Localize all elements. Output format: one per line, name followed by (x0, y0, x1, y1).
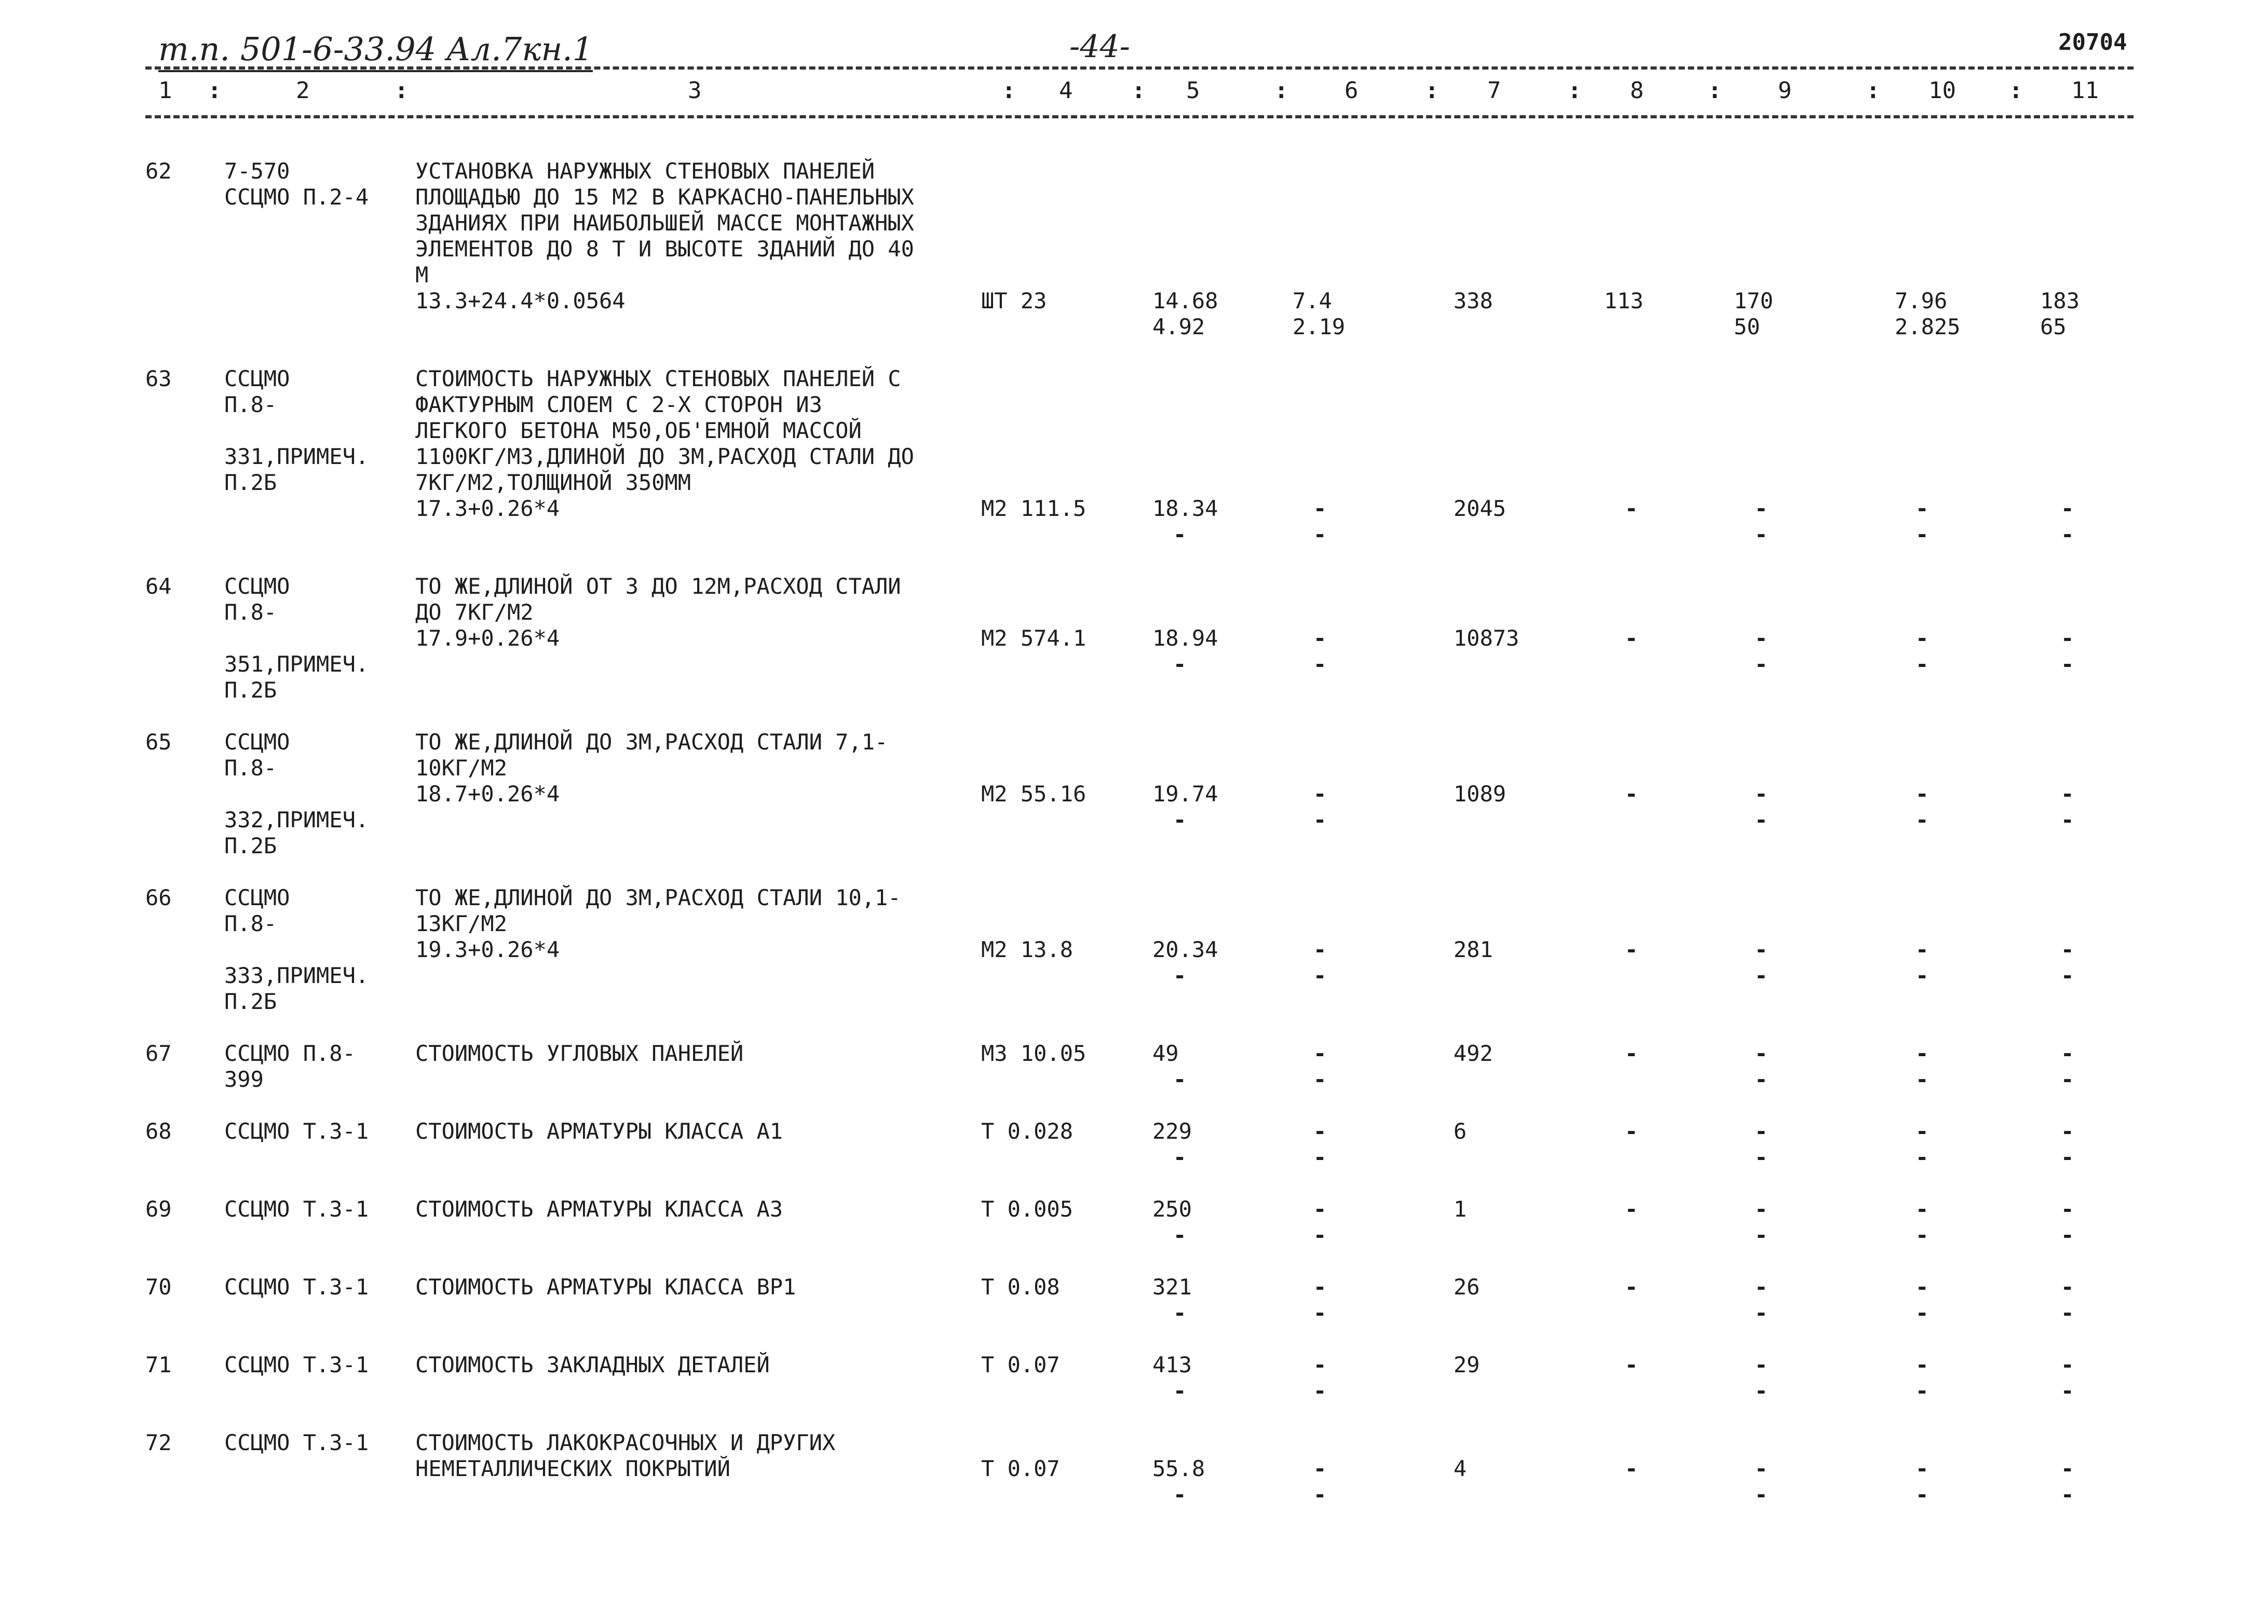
cost-value-col-5: - (1173, 1067, 1187, 1092)
cost-value-col-11: - (2061, 807, 2074, 833)
unit-and-quantity: М2 111.5 (981, 496, 1087, 521)
cost-value-col-10: - (1916, 522, 1929, 547)
cost-value-col-8: - (1625, 937, 1638, 962)
cost-value-col-8: - (1625, 1274, 1638, 1300)
cost-value-col-11: - (2061, 1378, 2074, 1403)
cost-value-col-9: - (1755, 781, 1768, 807)
cost-value-col-7: 1089 (1454, 781, 1506, 807)
cost-value-col-9: - (1755, 1300, 1768, 1326)
column-separator: : (1866, 77, 1880, 104)
cost-value-col-10: - (1916, 1378, 1929, 1403)
work-description: СТОИМОСТЬ НАРУЖНЫХ СТЕНОВЫХ ПАНЕЛЕЙ С (415, 366, 901, 391)
cost-value-col-5: 4.92 (1152, 314, 1205, 339)
cost-value-col-6: - (1313, 1196, 1327, 1222)
norm-reference: ССЦМО Т.3-1 (224, 1430, 369, 1455)
cost-value-col-5: 413 (1152, 1352, 1192, 1377)
unit-and-quantity: Т 0.028 (981, 1118, 1074, 1144)
norm-reference: ССЦМО Т.3-1 (224, 1118, 369, 1144)
norm-reference: ССЦМО (224, 574, 290, 599)
unit-and-quantity: ШТ 23 (981, 288, 1047, 313)
cost-value-col-8: - (1625, 1456, 1638, 1481)
cost-value-col-5: - (1173, 807, 1187, 833)
cost-value-col-7: 338 (1454, 288, 1493, 313)
cost-value-col-5: - (1173, 1300, 1187, 1326)
cost-value-col-10: - (1916, 937, 1929, 962)
cost-value-col-11: - (2061, 1067, 2074, 1092)
cost-value-col-9: - (1755, 1041, 1768, 1066)
cost-value-col-11: - (2061, 1274, 2074, 1300)
quantity-formula: 18.7+0.26*4 (415, 781, 560, 807)
cost-value-col-10: - (1916, 1067, 1929, 1092)
cost-value-col-6: - (1313, 1118, 1327, 1144)
work-description: ТО ЖЕ,ДЛИНОЙ ДО 3М,РАСХОД СТАЛИ 7,1- (415, 729, 888, 755)
cost-value-col-9: - (1755, 1482, 1768, 1507)
cost-value-col-11: - (2061, 1118, 2074, 1144)
cost-value-col-6: - (1313, 1067, 1327, 1092)
column-separator: : (1425, 77, 1439, 104)
cost-value-col-10: - (1916, 496, 1929, 521)
cost-value-col-8: - (1625, 1352, 1638, 1377)
cost-value-col-5: 18.34 (1152, 496, 1218, 521)
unit-and-quantity: М2 13.8 (981, 937, 1074, 962)
work-description: НЕМЕТАЛЛИЧЕСКИХ ПОКРЫТИЙ (415, 1456, 730, 1481)
norm-reference: П.8- (224, 755, 277, 781)
work-description: СТОИМОСТЬ АРМАТУРЫ КЛАССА А1 (415, 1118, 783, 1144)
cost-value-col-10: - (1916, 1300, 1929, 1326)
cost-value-col-10: - (1916, 963, 1929, 988)
cost-value-col-10: - (1916, 651, 1929, 677)
cost-value-col-5: 18.94 (1152, 625, 1218, 651)
cost-value-col-5: - (1173, 1482, 1187, 1507)
column-separator: : (208, 77, 222, 104)
cost-value-col-11: - (2061, 937, 2074, 962)
column-separator: : (1132, 77, 1146, 104)
column-separator: : (2009, 77, 2023, 104)
work-description: ФАКТУРНЫМ СЛОЕМ С 2-Х СТОРОН ИЗ (415, 392, 822, 417)
work-description: ЗДАНИЯХ ПРИ НАИБОЛЬШЕЙ МАССЕ МОНТАЖНЫХ (415, 210, 914, 236)
cost-value-col-11: - (2061, 1041, 2074, 1066)
cost-value-col-7: 2045 (1454, 496, 1506, 521)
quantity-formula: 13.3+24.4*0.0564 (415, 288, 626, 313)
cost-value-col-5: 19.74 (1152, 781, 1218, 807)
cost-value-col-10: 7.96 (1895, 288, 1948, 313)
work-description: ЛЕГКОГО БЕТОНА М50,ОБ'ЕМНОЙ МАССОЙ (415, 418, 862, 443)
cost-value-col-5: 49 (1152, 1041, 1179, 1066)
cost-value-col-5: - (1173, 963, 1187, 988)
norm-reference: 351,ПРИМЕЧ. (224, 651, 369, 677)
header-rule-top (145, 66, 2134, 70)
column-separator: : (1568, 77, 1582, 104)
cost-value-col-10: - (1916, 1222, 1929, 1248)
cost-value-col-9: 170 (1734, 288, 1773, 313)
cost-value-col-9: - (1755, 807, 1768, 833)
cost-value-col-10: - (1916, 807, 1929, 833)
work-description: 13КГ/М2 (415, 911, 508, 936)
cost-value-col-8: 113 (1604, 288, 1644, 313)
cost-value-col-6: - (1313, 963, 1327, 988)
work-description: 1100КГ/М3,ДЛИНОЙ ДО 3М,РАСХОД СТАЛИ ДО (415, 444, 914, 469)
cost-value-col-11: - (2061, 625, 2074, 651)
sheet-code: 20704 (2058, 29, 2127, 56)
row-number: 65 (145, 729, 172, 755)
cost-value-col-11: 65 (2040, 314, 2067, 339)
norm-reference: ССЦМО (224, 366, 290, 391)
unit-and-quantity: Т 0.07 (981, 1456, 1060, 1481)
cost-value-col-10: - (1916, 781, 1929, 807)
work-description: СТОИМОСТЬ АРМАТУРЫ КЛАССА А3 (415, 1196, 783, 1222)
cost-value-col-9: - (1755, 1118, 1768, 1144)
cost-value-col-9: - (1755, 937, 1768, 962)
row-number: 71 (145, 1352, 172, 1377)
cost-value-col-10: - (1916, 1196, 1929, 1222)
unit-and-quantity: М2 55.16 (981, 781, 1087, 807)
cost-value-col-6: - (1313, 1456, 1327, 1481)
column-number: 5 (1186, 77, 1200, 104)
norm-reference: ССЦМО П.2-4 (224, 184, 369, 210)
work-description: УСТАНОВКА НАРУЖНЫХ СТЕНОВЫХ ПАНЕЛЕЙ (415, 158, 875, 184)
document-designation: т.п. 501-6-33.94 Ал.7кн.1 (158, 29, 593, 72)
unit-and-quantity: Т 0.005 (981, 1196, 1074, 1222)
cost-value-col-6: - (1313, 1222, 1327, 1248)
row-number: 70 (145, 1274, 172, 1300)
column-number: 9 (1778, 77, 1792, 104)
cost-value-col-11: - (2061, 781, 2074, 807)
cost-value-col-10: 2.825 (1895, 314, 1961, 339)
norm-reference: 331,ПРИМЕЧ. (224, 444, 369, 469)
cost-value-col-8: - (1625, 1041, 1638, 1066)
cost-value-col-9: - (1755, 625, 1768, 651)
cost-value-col-6: - (1313, 625, 1327, 651)
column-separator: : (1708, 77, 1722, 104)
cost-value-col-7: 281 (1454, 937, 1493, 962)
column-number: 6 (1344, 77, 1359, 104)
cost-value-col-9: - (1755, 1222, 1768, 1248)
work-description: ТО ЖЕ,ДЛИНОЙ ДО 3М,РАСХОД СТАЛИ 10,1- (415, 885, 901, 910)
norm-reference: ССЦМО П.8- (224, 1041, 356, 1066)
work-description: 7КГ/М2,ТОЛЩИНОЙ 350ММ (415, 470, 691, 495)
cost-value-col-8: - (1625, 1118, 1638, 1144)
work-description: 10КГ/М2 (415, 755, 508, 781)
cost-value-col-6: - (1313, 937, 1327, 962)
cost-value-col-6: 2.19 (1293, 314, 1346, 339)
cost-value-col-6: - (1313, 651, 1327, 677)
cost-value-col-9: - (1755, 963, 1768, 988)
cost-value-col-5: 321 (1152, 1274, 1192, 1300)
cost-value-col-7: 26 (1454, 1274, 1480, 1300)
header-rule-bottom (145, 115, 2134, 118)
cost-value-col-11: - (2061, 1482, 2074, 1507)
norm-reference: 7-570 (224, 158, 290, 184)
cost-value-col-5: - (1173, 1222, 1187, 1248)
cost-value-col-11: - (2061, 522, 2074, 547)
row-number: 64 (145, 574, 172, 599)
column-number: 1 (158, 77, 172, 104)
norm-reference: П.2Б (224, 833, 277, 858)
norm-reference: П.8- (224, 392, 277, 417)
cost-value-col-6: 7.4 (1293, 288, 1332, 313)
norm-reference: ССЦМО (224, 885, 290, 910)
cost-value-col-11: - (2061, 1456, 2074, 1481)
cost-value-col-9: - (1755, 496, 1768, 521)
cost-value-col-10: - (1916, 1118, 1929, 1144)
cost-value-col-6: - (1313, 522, 1327, 547)
row-number: 62 (145, 158, 172, 184)
unit-and-quantity: М3 10.05 (981, 1041, 1087, 1066)
column-number: 10 (1929, 77, 1956, 104)
cost-value-col-6: - (1313, 1378, 1327, 1403)
cost-value-col-10: - (1916, 1144, 1929, 1170)
cost-value-col-10: - (1916, 1456, 1929, 1481)
cost-value-col-8: - (1625, 625, 1638, 651)
cost-value-col-7: 1 (1454, 1196, 1467, 1222)
row-number: 68 (145, 1118, 172, 1144)
cost-value-col-6: - (1313, 1144, 1327, 1170)
row-number: 66 (145, 885, 172, 910)
cost-value-col-6: - (1313, 807, 1327, 833)
work-description: ДО 7КГ/М2 (415, 599, 534, 625)
norm-reference: П.8- (224, 911, 277, 936)
cost-value-col-10: - (1916, 1352, 1929, 1377)
work-description: СТОИМОСТЬ АРМАТУРЫ КЛАССА ВР1 (415, 1274, 796, 1300)
cost-value-col-6: - (1313, 496, 1327, 521)
norm-reference: П.8- (224, 599, 277, 625)
cost-value-col-5: 20.34 (1152, 937, 1218, 962)
norm-reference: 332,ПРИМЕЧ. (224, 807, 369, 833)
cost-value-col-9: - (1755, 1067, 1768, 1092)
column-separator: : (1274, 77, 1288, 104)
cost-value-col-5: 229 (1152, 1118, 1192, 1144)
norm-reference: 399 (224, 1067, 264, 1092)
norm-reference: П.2Б (224, 677, 277, 703)
cost-value-col-11: - (2061, 651, 2074, 677)
cost-value-col-9: - (1755, 1144, 1768, 1170)
work-description: СТОИМОСТЬ ЛАКОКРАСОЧНЫХ И ДРУГИХ (415, 1430, 836, 1455)
norm-reference: 333,ПРИМЕЧ. (224, 963, 369, 988)
cost-value-col-8: - (1625, 1196, 1638, 1222)
quantity-formula: 17.3+0.26*4 (415, 496, 560, 521)
page-number: -44- (1069, 29, 1130, 65)
cost-value-col-8: - (1625, 496, 1638, 521)
work-description: СТОИМОСТЬ УГЛОВЫХ ПАНЕЛЕЙ (415, 1041, 744, 1066)
cost-value-col-5: - (1173, 522, 1187, 547)
cost-value-col-11: - (2061, 1196, 2074, 1222)
cost-value-col-5: - (1173, 1378, 1187, 1403)
cost-value-col-6: - (1313, 1300, 1327, 1326)
unit-and-quantity: М2 574.1 (981, 625, 1087, 651)
cost-value-col-6: - (1313, 781, 1327, 807)
norm-reference: ССЦМО (224, 729, 290, 755)
quantity-formula: 19.3+0.26*4 (415, 937, 560, 962)
work-description: СТОИМОСТЬ ЗАКЛАДНЫХ ДЕТАЛЕЙ (415, 1352, 770, 1377)
cost-value-col-5: 250 (1152, 1196, 1192, 1222)
row-number: 69 (145, 1196, 172, 1222)
work-description: ТО ЖЕ,ДЛИНОЙ ОТ 3 ДО 12М,РАСХОД СТАЛИ (415, 574, 901, 599)
cost-value-col-8: - (1625, 781, 1638, 807)
cost-value-col-5: 14.68 (1152, 288, 1218, 313)
cost-value-col-7: 6 (1454, 1118, 1467, 1144)
cost-value-col-6: - (1313, 1274, 1327, 1300)
cost-value-col-11: - (2061, 963, 2074, 988)
cost-value-col-10: - (1916, 1274, 1929, 1300)
cost-value-col-6: - (1313, 1041, 1327, 1066)
cost-value-col-5: - (1173, 651, 1187, 677)
work-description: М (415, 262, 429, 288)
column-separator: : (1002, 77, 1016, 104)
cost-value-col-10: - (1916, 1041, 1929, 1066)
row-number: 63 (145, 366, 172, 391)
row-number: 72 (145, 1430, 172, 1455)
norm-reference: ССЦМО Т.3-1 (224, 1196, 369, 1222)
cost-value-col-5: - (1173, 1144, 1187, 1170)
column-number: 3 (688, 77, 702, 104)
cost-value-col-7: 29 (1454, 1352, 1480, 1377)
cost-value-col-11: - (2061, 1144, 2074, 1170)
cost-value-col-7: 492 (1454, 1041, 1493, 1066)
column-number: 11 (2071, 77, 2099, 104)
column-number: 8 (1630, 77, 1644, 104)
column-number: 7 (1487, 77, 1501, 104)
cost-value-col-11: - (2061, 1300, 2074, 1326)
cost-value-col-7: 4 (1454, 1456, 1467, 1481)
quantity-formula: 17.9+0.26*4 (415, 625, 560, 651)
cost-value-col-10: - (1916, 1482, 1929, 1507)
cost-value-col-11: - (2061, 496, 2074, 521)
cost-value-col-9: - (1755, 1378, 1768, 1403)
cost-value-col-7: 10873 (1454, 625, 1519, 651)
cost-value-col-9: - (1755, 1352, 1768, 1377)
norm-reference: П.2Б (224, 470, 277, 495)
cost-value-col-9: - (1755, 1274, 1768, 1300)
cost-value-col-6: - (1313, 1482, 1327, 1507)
work-description: ЭЛЕМЕНТОВ ДО 8 Т И ВЫСОТЕ ЗДАНИЙ ДО 40 (415, 236, 914, 262)
cost-value-col-6: - (1313, 1352, 1327, 1377)
cost-value-col-10: - (1916, 625, 1929, 651)
cost-value-col-9: - (1755, 651, 1768, 677)
unit-and-quantity: Т 0.08 (981, 1274, 1060, 1300)
cost-value-col-9: - (1755, 1196, 1768, 1222)
norm-reference: ССЦМО Т.3-1 (224, 1274, 369, 1300)
row-number: 67 (145, 1041, 172, 1066)
cost-value-col-9: - (1755, 1456, 1768, 1481)
column-number: 4 (1059, 77, 1073, 104)
cost-value-col-11: - (2061, 1352, 2074, 1377)
cost-value-col-9: 50 (1734, 314, 1760, 339)
cost-value-col-9: - (1755, 522, 1768, 547)
norm-reference: ССЦМО Т.3-1 (224, 1352, 369, 1377)
column-number: 2 (296, 77, 310, 104)
cost-value-col-11: - (2061, 1222, 2074, 1248)
work-description: ПЛОЩАДЬЮ ДО 15 М2 В КАРКАСНО-ПАНЕЛЬНЫХ (415, 184, 914, 210)
column-separator: : (395, 77, 409, 104)
cost-value-col-5: 55.8 (1152, 1456, 1205, 1481)
unit-and-quantity: Т 0.07 (981, 1352, 1060, 1377)
cost-value-col-11: 183 (2040, 288, 2080, 313)
norm-reference: П.2Б (224, 989, 277, 1014)
